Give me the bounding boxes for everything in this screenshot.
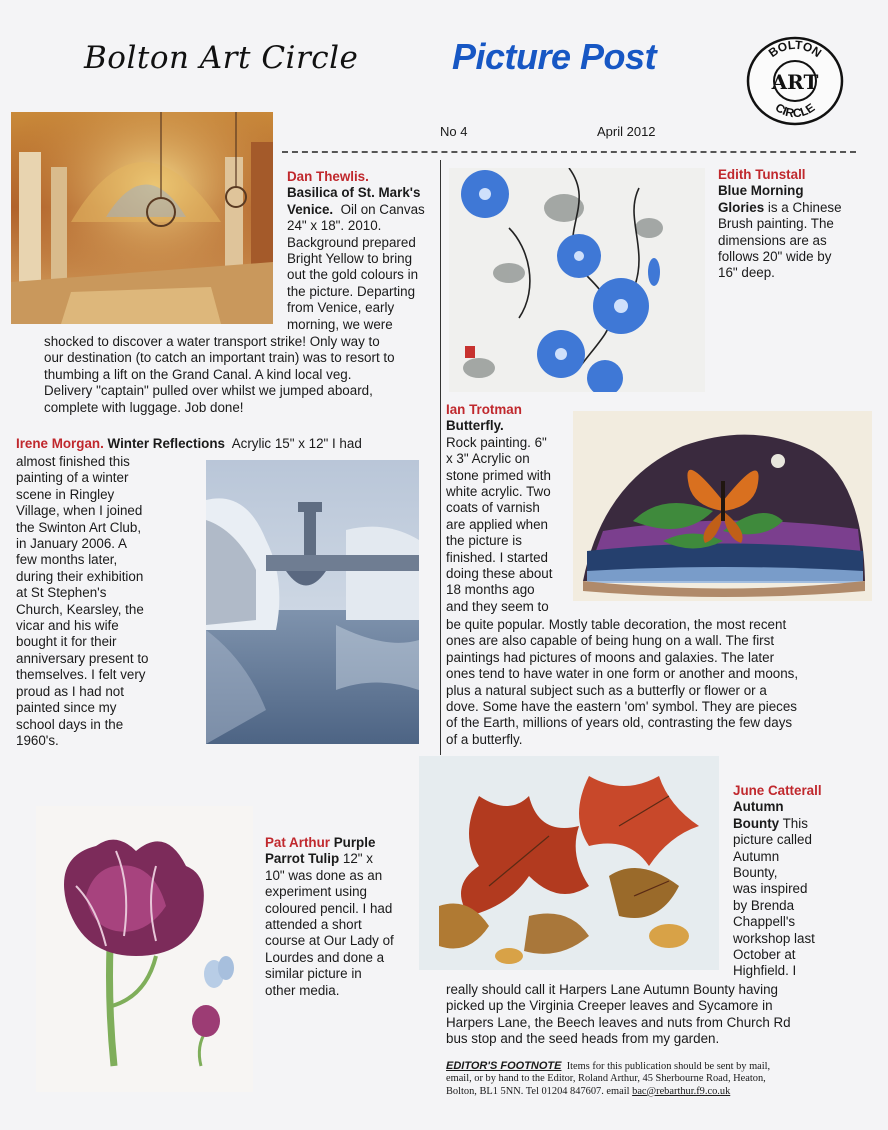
- june-line: bus stop and the seed heads from my garden.: [446, 1031, 720, 1047]
- edith-title-line1: Blue Morning: [718, 183, 804, 199]
- ian-line: x 3" Acrylic on: [446, 451, 530, 467]
- ian-line: of the Earth, millions of years old, contrasting the few days: [446, 715, 793, 731]
- butterfly-rock-painting: [573, 411, 872, 601]
- artist-pat-arthur: Pat Arthur: [265, 835, 330, 850]
- ian-line: are applied when: [446, 516, 548, 532]
- june-line: picked up the Virginia Creeper leaves and Sycamore in: [446, 998, 773, 1014]
- june-line: Bounty,: [733, 865, 778, 881]
- dan-line: morning, we were: [287, 316, 393, 332]
- ian-title: Butterfly.: [446, 418, 504, 434]
- edith-line: follows 20" wide by: [718, 249, 832, 265]
- dan-line: from Venice, early: [287, 300, 395, 316]
- irene-line: bought it for their: [16, 634, 117, 650]
- issue-number: No 4: [440, 124, 468, 139]
- edith-tunstall-text: [718, 167, 868, 282]
- irene-line: in January 2006. A: [16, 536, 127, 552]
- ian-line: paintings had pictures of moons and galaxies. The later: [446, 649, 775, 665]
- dan-thewlis-side-text: [287, 169, 437, 333]
- dan-thewlis-full-text: [44, 334, 436, 416]
- irene-line: school days in the: [16, 716, 124, 732]
- artist-irene-morgan: Irene Morgan.: [16, 436, 104, 451]
- artist-edith-tunstall: Edith Tunstall: [718, 167, 806, 182]
- dan-medium: Oil on Canvas: [340, 201, 425, 217]
- june-catterall-full-text: [446, 982, 866, 1048]
- irene-medium: Acrylic 15" x 12" I had: [231, 436, 362, 451]
- ian-line: coats of varnish: [446, 500, 540, 516]
- june-line: Chappell's: [733, 914, 796, 930]
- edith-title-line2: Glories: [718, 199, 765, 215]
- ian-line: be quite popular. Mostly table decoration, the most recent: [446, 617, 787, 632]
- dan-line: Bright Yellow to bring: [287, 251, 413, 267]
- edith-line: Brush painting. The: [718, 216, 834, 232]
- pat-line: coloured pencil. I had: [265, 900, 393, 916]
- june-line: This: [782, 815, 808, 831]
- june-line: Harpers Lane, the Beech leaves and nuts from Church Rd: [446, 1014, 791, 1030]
- june-line: by Brenda: [733, 897, 795, 913]
- pat-line: other media.: [265, 982, 340, 998]
- irene-line: painting of a winter: [16, 470, 129, 486]
- pat-title-line2: Parrot Tulip: [265, 851, 340, 867]
- autumn-bounty-painting: [419, 756, 719, 970]
- ian-line: ones tend to have water in one form or another and moons,: [446, 666, 799, 682]
- ian-line: Rock painting. 6": [446, 434, 547, 450]
- pat-title-line1: Purple: [333, 835, 376, 850]
- edith-line: dimensions are as: [718, 232, 827, 248]
- june-title-line2: Bounty: [733, 815, 780, 831]
- ian-line: finished. I started: [446, 549, 548, 565]
- edith-line: is a Chinese: [767, 199, 842, 215]
- parrot-tulip-painting: [36, 806, 253, 1092]
- editor-email-link[interactable]: bac@rebarthur.f9.co.uk: [632, 1085, 731, 1097]
- footnote-line: email, or by hand to the Editor, Roland Arthur, 45 Sherbourne Road, Heaton,: [446, 1073, 766, 1085]
- ian-line: stone primed with: [446, 467, 551, 483]
- pat-line: 10" was done as an: [265, 867, 383, 883]
- logo-center-text: ART: [771, 70, 819, 94]
- dan-line: shocked to discover a water transport strike! Only way to: [44, 334, 380, 349]
- dan-line: 24" x 18". 2010.: [287, 218, 382, 234]
- dan-line: out the gold colours in: [287, 267, 419, 283]
- june-line: was inspired: [733, 881, 808, 897]
- ian-line: of a butterfly.: [446, 731, 523, 747]
- irene-line: during their exhibition: [16, 568, 144, 584]
- june-line: Autumn: [733, 848, 780, 864]
- ian-trotman-side-text: [446, 402, 576, 615]
- logo-top-text: BOLTON: [765, 37, 825, 61]
- dan-line: Delivery "captain" pulled over whilst we jumped aboard,: [44, 383, 373, 399]
- june-line: Highfield. I: [733, 963, 797, 979]
- irene-line: proud as I had not: [16, 683, 124, 699]
- irene-morgan-text: [16, 454, 204, 749]
- pat-line: Lourdes and done a: [265, 949, 385, 965]
- artist-june-catterall: June Catterall: [733, 783, 822, 798]
- june-line: October at: [733, 947, 796, 963]
- dan-line: complete with luggage. Job done!: [44, 399, 244, 415]
- irene-line: Church, Kearsley, the: [16, 601, 144, 617]
- artist-dan-thewlis: Dan Thewlis.: [287, 169, 369, 184]
- dan-line: thumbing a lift on the Grand Canal. A kind local veg.: [44, 366, 352, 382]
- header-divider: [282, 151, 856, 153]
- dan-title-line2: Venice.: [287, 201, 334, 217]
- pat-arthur-text: [265, 835, 420, 999]
- editors-footnote: [446, 1060, 836, 1098]
- ian-trotman-full-text: [446, 617, 866, 748]
- ian-line: dove. Some have the eastern 'om' symbol. They are pieces: [446, 699, 797, 715]
- ian-line: ones are also capable of being hung on a wall. The first: [446, 633, 775, 649]
- irene-line: few months later,: [16, 552, 118, 568]
- dan-title-line1: Basilica of St. Mark's: [287, 185, 421, 201]
- artist-ian-trotman: Ian Trotman: [446, 402, 522, 417]
- footnote-label: EDITOR'S FOOTNOTE: [446, 1060, 562, 1072]
- dan-line: Background prepared: [287, 234, 416, 250]
- logo-bottom-text: CIRCLE: [772, 100, 818, 121]
- newsletter-title: Picture Post: [452, 36, 657, 77]
- ian-line: and they seem to: [446, 598, 549, 614]
- irene-morgan-heading: [16, 436, 438, 452]
- june-catterall-side-text: [733, 783, 868, 980]
- winter-reflections-painting: [206, 460, 419, 744]
- pat-line: course at Our Lady of: [265, 933, 394, 949]
- irene-title: Winter Reflections: [107, 436, 225, 451]
- june-line: picture called: [733, 832, 812, 848]
- pat-line: experiment using: [265, 884, 367, 900]
- dan-line: our destination (to catch an important train) was to resort to: [44, 350, 395, 366]
- june-line: really should call it Harpers Lane Autumn Bounty having: [446, 982, 778, 997]
- june-line: workshop last: [733, 930, 815, 946]
- morning-glories-painting: [449, 168, 705, 392]
- footnote-line: Items for this publication should be sent by mail,: [566, 1061, 771, 1072]
- irene-line: the Swinton Art Club,: [16, 519, 142, 535]
- irene-line: almost finished this: [16, 454, 130, 469]
- footnote-line: Bolton, BL1 5NN. Tel 01204 847607. email: [446, 1085, 630, 1097]
- issue-date: April 2012: [597, 124, 656, 139]
- column-divider: [440, 160, 441, 755]
- ian-line: white acrylic. Two: [446, 484, 551, 500]
- irene-line: at St Stephen's: [16, 585, 107, 601]
- ian-line: 18 months ago: [446, 582, 535, 598]
- irene-line: anniversary present to: [16, 650, 149, 666]
- irene-line: scene in Ringley: [16, 486, 115, 502]
- irene-line: painted since my: [16, 700, 117, 716]
- dan-line: the picture. Departing: [287, 283, 416, 299]
- irene-line: Village, when I joined: [16, 503, 143, 519]
- pat-line: 12" x: [342, 851, 373, 867]
- pat-line: similar picture in: [265, 966, 362, 982]
- basilica-painting: [11, 112, 273, 324]
- ian-line: doing these about: [446, 566, 553, 582]
- irene-line: themselves. I felt very: [16, 667, 146, 683]
- june-title-line1: Autumn: [733, 799, 784, 815]
- bolton-art-circle-logo-icon: [746, 36, 844, 126]
- edith-line: 16" deep.: [718, 265, 775, 281]
- pat-line: attended a short: [265, 917, 362, 933]
- irene-line: 1960's.: [16, 732, 59, 748]
- irene-line: vicar and his wife: [16, 618, 119, 634]
- ian-line: plus a natural subject such as a butterfly or flower or a: [446, 682, 767, 698]
- ian-line: the picture is: [446, 533, 522, 549]
- publication-brand: Bolton Art Circle: [84, 40, 359, 76]
